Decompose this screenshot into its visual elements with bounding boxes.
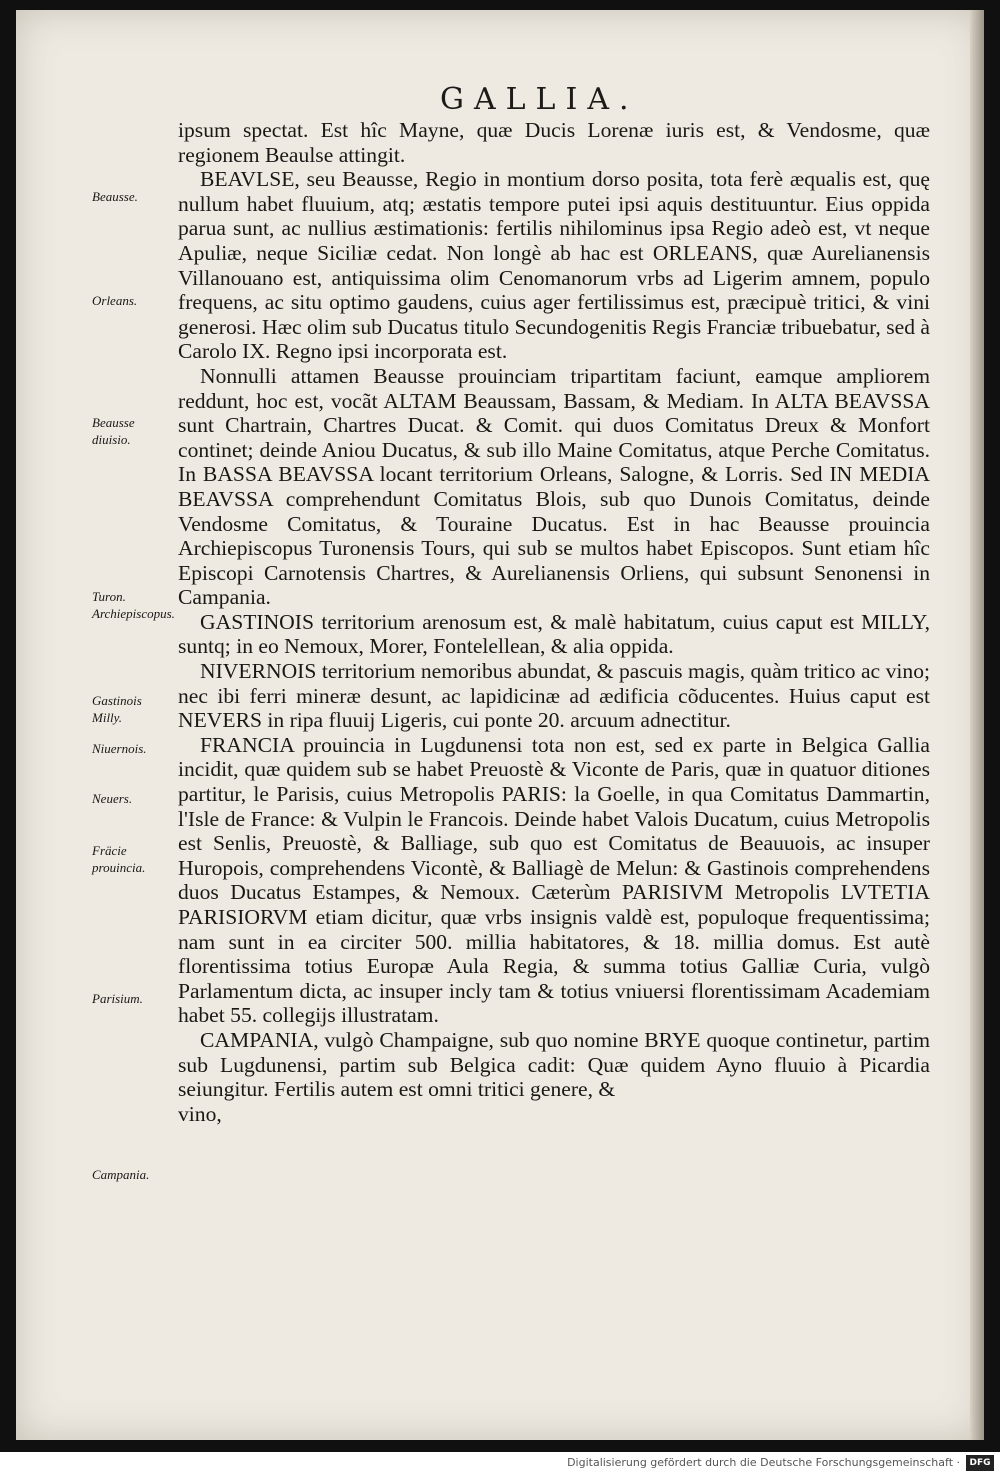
running-head: GALLIA.: [440, 82, 639, 117]
margin-note-niuernois: Niuernois.: [92, 741, 147, 756]
paragraph-campania: CAMPANIA, vulgò Champaigne, sub quo nomine BRYE quoque continetur, partim sub Lugdunensi, partim sub Belgica cadit: Quæ quidem Ayno fluuio à Picardia seiungitur. Fertilis autem est omni tritici genere, &: [178, 1027, 930, 1102]
paragraph-niuernois: NIVERNOIS territorium nemoribus abundat, & pascuis magis, quàm tritico ac vino; nec ibi ferri mineræ desunt, ac lapidicinæ ad ædificia cõducentes. Huius caput est NEVERS in ripa fluuij Ligeris, cui ponte 20. arcuum adnectitur.: [178, 659, 930, 733]
margin-note-parisium: Parisium.: [92, 991, 143, 1006]
margin-note-beausse-diuisio: Beausse diuisio.: [92, 415, 135, 447]
paragraph-continuation: ipsum spectat. Est hîc Mayne, quæ Ducis Lorenæ iuris est, & Vendosme, quæ regionem Beaulse attingit.: [178, 118, 930, 167]
paragraph-beausse: BEAVLSE, seu Beausse, Regio in montium dorso posita, tota ferè æqualis est, quę nullum habet fluuium, atq; æstatis tempore putei ipsi aquis destituuntur. Eius oppida parua sunt, ac nullius æstimationis: fertilis nihilominus ipsa Regio adeò est, vt neque Apuliæ, neque Siciliæ cedat. Non longè ab hac est ORLEANS, quæ Aurelianensis Villanouano est, antiquissima olim Cenomanorum vrbs ad Ligerim amnem, populo frequens, ac situ optimo gaudens, cuius ager fertilissimus est, præcipuè tritici, & vini generosi. Hæc olim sub Ducatus titulo Secundogenitis Regis Franciæ tribuebatur, sed à Carolo IX. Regno ipsi incorporata est.: [178, 167, 930, 364]
page-edge: [970, 10, 984, 1440]
paragraph-francia: FRANCIA prouincia in Lugdunensi tota non est, sed ex parte in Belgica Gallia incidit, quæ quidem sub se habet Preuostè & Viconte de Paris, quæ in quatuor ditiones partitur, le Parisis, cuius Metropolis PARIS: la Goelle, in qua Comitatus Dammartin, l'Isle de France: & Vulpin le Francois. Deinde habet Valois Ducatum, cuius Metropolis est Senlis, Preuostè, & Balliage, sub quo est Comitatus de Beauuois, ac insuper Huropois, comprehendens Vicontè, & Balliagè de Melun: & Gastinois comprehendens duos Ducatus Estampes, & Nemoux. Cæterùm PARISIVM Metropolis LVTETIA PARISIORVM etiam dicitur, quæ vrbs insignis valdè est, populoque frequentissima; nam sunt in ea circiter 500. millia habitatores, & 18. millia domus. Est autè florentissima totius Europæ Aula Regia, & summa totius Galliæ Curia, vulgò Parlamentum dicta, ac insuper incly tam & totius vniuersi florentissimam Academiam habet 55. collegijs illustratam.: [178, 732, 930, 1028]
margin-note-gastinois-milly: Gastinois Milly.: [92, 693, 142, 725]
digitization-footer: [0, 1452, 1000, 1476]
footer-credit: Digitalisierung gefördert durch die Deutsche Forschungsgemeinschaft ·: [567, 1456, 960, 1469]
margin-note-turon-archiepiscopus: Turon. Archiepiscopus.: [92, 589, 175, 621]
margin-note-campania: Campania.: [92, 1167, 150, 1182]
body-text: [178, 118, 930, 1126]
margin-note-francie-prouincia: Fräcie prouincia.: [92, 843, 146, 875]
margin-note-beausse: Beausse.: [92, 189, 138, 204]
paragraph-gastinois: GASTINOIS territorium arenosum est, & malè habitatum, cuius caput est MILLY, suntq; in eo Nemoux, Morer, Fontelellean, & alia oppida.: [178, 609, 930, 659]
margin-notes: [92, 0, 192, 1476]
margin-note-neuers: Neuers.: [92, 791, 133, 806]
margin-note-orleans: Orleans.: [92, 293, 138, 308]
catchword: vino,: [178, 1101, 222, 1126]
paragraph-beausse-diuisio: Nonnulli attamen Beausse prouinciam tripartitam faciunt, eamque ampliorem reddunt, hoc est, vocãt ALTAM Beaussam, Bassam, & Mediam. In ALTA BEAVSSA sunt Chartrain, Chartres Ducat. & Comit. qui duos Comitatus Dreux & Monfort continet; deinde Aniou Ducatus, & sub illo Maine Comitatus, atque Perche Comitatus. In BASSA BEAVSSA locant territorium Orleans, Salogne, & Lorris. Sed IN MEDIA BEAVSSA comprehendunt Comitatus Blois, sub quo Dunois Comitatus, deinde Vendosme Comitatus, & Touraine Ducatus. Est in hac Beausse prouincia Archiepiscopus Turonensis Tours, qui sub se multos habet Episcopos. Sunt etiam hîc Episcopi Carnotensis Chartres, & Aurelianensis Orliens, qui subsunt Senonensi in Campania.: [178, 363, 930, 610]
dfg-logo: DFG: [966, 1455, 994, 1471]
